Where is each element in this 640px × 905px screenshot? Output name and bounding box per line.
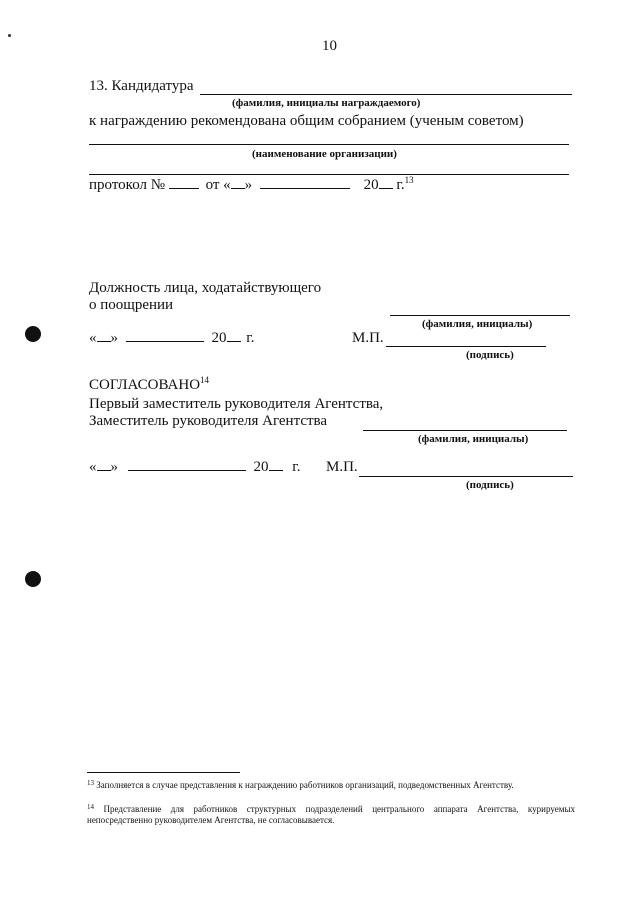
protocol-year-blank (379, 188, 393, 189)
page-number: 10 (322, 38, 337, 54)
approval-month-blank (128, 470, 246, 471)
protocol-from-label: от « (205, 177, 231, 193)
approval-year-prefix: 20 (253, 459, 269, 475)
footnote-ref-13: 13 (404, 175, 414, 185)
protocol-quote-close: » (244, 177, 253, 193)
recommended-by-line: к награждению рекомендована общим собранием (ученым советом) (89, 113, 524, 129)
protocol-month-blank (260, 188, 350, 189)
petitioner-signature-line (386, 346, 546, 347)
approval-signature-caption: (подпись) (466, 479, 514, 491)
scan-mark (8, 34, 11, 37)
petitioner-month-blank (126, 341, 204, 342)
approval-date-row (89, 459, 300, 476)
footnote-ref-14: 14 (200, 375, 210, 385)
binding-hole-bottom (25, 571, 41, 587)
approval-date-open: « (89, 459, 97, 475)
organization-line-2 (89, 174, 569, 175)
petitioner-stamp-label: М.П. (352, 330, 384, 346)
petitioner-date-open: « (89, 330, 97, 346)
approval-position-line-1: Первый заместитель руководителя Агентства, (89, 396, 384, 412)
footnote-13-number: 13 (87, 779, 94, 787)
footnote-13 (87, 780, 575, 791)
candidate-label: 13. Кандидатура (89, 78, 194, 94)
footnote-13-text: Заполняется в случае представления к награждению работников организаций, подведомственных Агентству. (96, 780, 514, 790)
protocol-row (89, 177, 414, 194)
protocol-label: протокол № (89, 177, 166, 193)
organization-caption: (наименование организации) (252, 148, 397, 160)
protocol-day-blank (231, 188, 245, 189)
protocol-number-blank (169, 188, 199, 189)
petitioner-year-prefix: 20 (211, 330, 227, 346)
organization-line-1 (89, 144, 569, 145)
approval-heading (89, 377, 209, 394)
footnote-14 (87, 804, 575, 826)
candidate-name-line (200, 94, 572, 95)
approval-date-close: » (110, 459, 118, 475)
footnote-14-text: Представление для работников структурных подразделений центрального аппарата Агентства, курируемых непосредственно руководителем Агентства, не согласовывается. (87, 804, 575, 825)
petitioner-signature-caption: (подпись) (466, 349, 514, 361)
petitioner-year-suffix: г. (246, 330, 255, 346)
approval-year-suffix: г. (292, 459, 301, 475)
petitioner-date-row (89, 330, 254, 347)
approval-name-line (363, 430, 567, 431)
petitioner-day-blank (97, 341, 111, 342)
recipient-name-caption: (фамилия, инициалы награждаемого) (232, 97, 421, 109)
footnote-separator (87, 772, 240, 773)
protocol-year-suffix: г. (396, 177, 405, 193)
approval-name-caption: (фамилия, инициалы) (418, 433, 529, 445)
petitioner-name-caption: (фамилия, инициалы) (422, 318, 533, 330)
petitioner-name-line (390, 315, 570, 316)
protocol-year-prefix: 20 (363, 177, 379, 193)
approval-stamp-label: М.П. (326, 459, 358, 475)
petitioner-title-line-1: Должность лица, ходатайствующего (89, 280, 322, 296)
approval-year-blank (269, 470, 283, 471)
footnote-14-number: 14 (87, 803, 94, 811)
petitioner-date-close: » (110, 330, 118, 346)
approval-signature-line (359, 476, 573, 477)
approval-position-line-2: Заместитель руководителя Агентства (89, 413, 328, 429)
approval-heading-text: СОГЛАСОВАНО (89, 377, 201, 393)
binding-hole-top (25, 326, 41, 342)
petitioner-year-blank (227, 341, 241, 342)
petitioner-title-line-2: о поощрении (89, 297, 174, 313)
approval-day-blank (97, 470, 111, 471)
